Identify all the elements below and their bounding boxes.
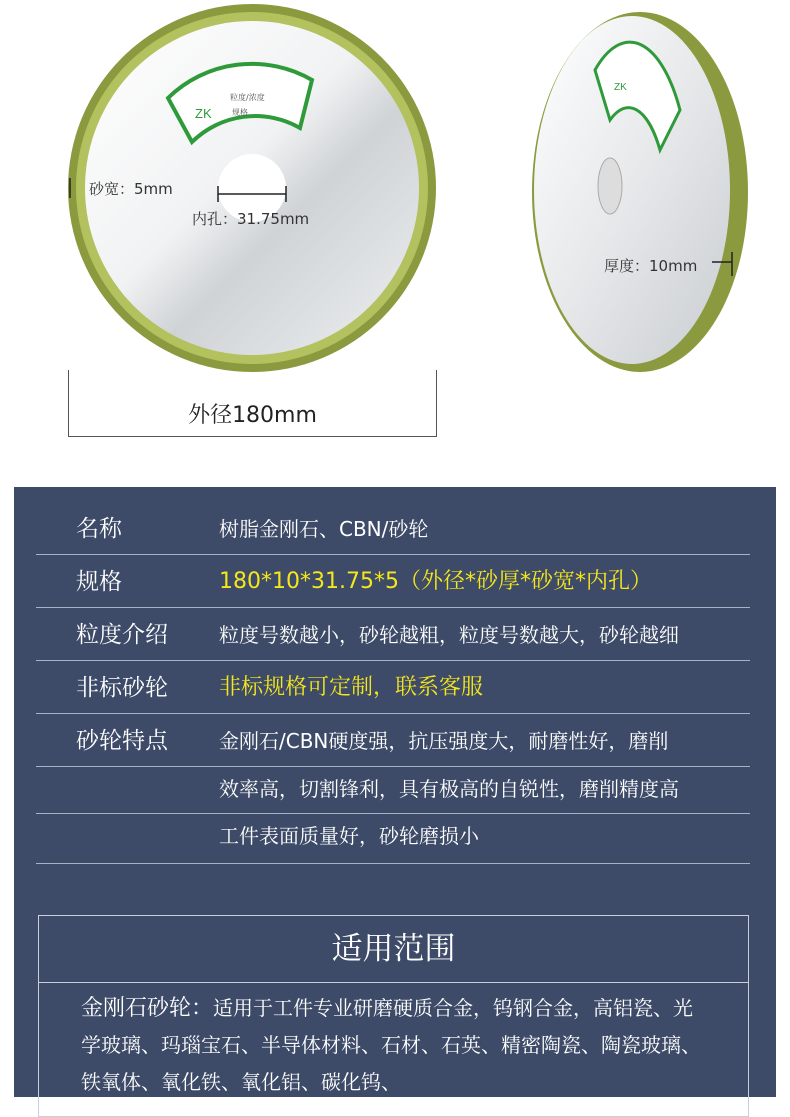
- svg-text:规格: 规格: [232, 108, 248, 117]
- spec-row-features-2: [36, 763, 750, 815]
- spec-label: 非标砂轮: [76, 675, 168, 701]
- spec-row-custom: [36, 662, 750, 714]
- thickness-label: 厚度：10mm: [604, 257, 698, 275]
- spec-label: 砂轮特点: [76, 728, 168, 754]
- spec-panel: [14, 487, 776, 1097]
- scope-lead: 金刚石砂轮：: [81, 996, 214, 1021]
- spec-label: 名称: [76, 516, 122, 542]
- spec-value: 粒度号数越小，砂轮越粗，粒度号数越大，砂轮越细: [219, 623, 679, 647]
- spec-value: 180*10*31.75*5（外径*砂厚*砂宽*内孔）: [219, 569, 652, 594]
- sand-width-label: 砂宽：5mm: [89, 180, 173, 198]
- spec-label: 粒度介绍: [76, 622, 168, 648]
- spec-row-features-3: [36, 810, 750, 862]
- svg-text:ZK: ZK: [614, 82, 627, 93]
- scope-title: 适用范围: [39, 916, 748, 983]
- application-scope-box: [38, 915, 749, 1117]
- side-wheel: [532, 12, 748, 372]
- spec-value: 效率高，切割锋利，具有极高的自锐性，磨削精度高: [219, 777, 679, 801]
- spec-value: 金刚石/CBN硬度强，抗压强度大，耐磨性好，磨削: [219, 729, 669, 753]
- spec-value: 树脂金刚石、CBN/砂轮: [219, 517, 429, 541]
- spec-row-grit: [36, 609, 750, 661]
- outer-diameter-label: 外径180mm: [188, 403, 317, 428]
- spec-row-size: [36, 556, 750, 608]
- product-image-area: [0, 0, 790, 485]
- spec-value: 工件表面质量好，砂轮磨损小: [219, 824, 479, 848]
- svg-text:粒度/浓度: 粒度/浓度: [230, 93, 265, 102]
- scope-text: [81, 990, 711, 1101]
- spec-row-name: [36, 503, 750, 555]
- spec-row-features: [36, 715, 750, 767]
- spec-label: 规格: [76, 569, 122, 595]
- outer-diameter-box: [68, 370, 437, 437]
- label-logo: ZK: [195, 106, 212, 121]
- inner-hole-label: 内孔：31.75mm: [192, 210, 310, 228]
- spec-value: 非标规格可定制，联系客服: [219, 675, 484, 700]
- scope-description: 适用于工件专业研磨硬质合金，钨钢合金，高铝瓷、光学玻璃、玛瑙宝石、半导体材料、石材、石英、精密陶瓷、陶瓷玻璃、铁氧体、氧化铁、氧化铝、碳化钨、: [81, 996, 701, 1094]
